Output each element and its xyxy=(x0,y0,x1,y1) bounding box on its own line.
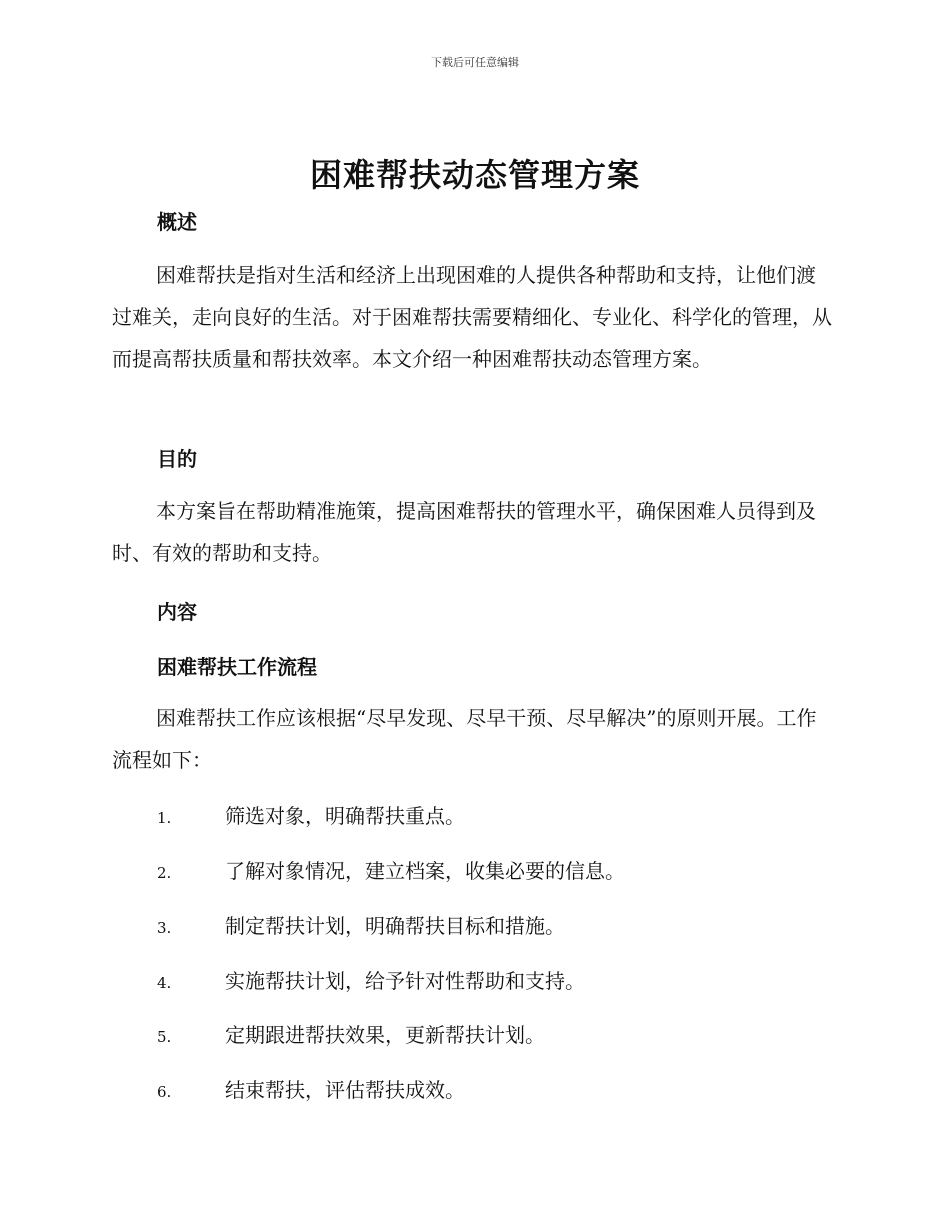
list-item-text: 筛选对象，明确帮扶重点。 xyxy=(225,804,465,828)
paragraph-overview: 困难帮扶是指对生活和经济上出现困难的人提供各种帮助和支持，让他们渡过难关，走向良好的生活。对于困难帮扶需要精细化、专业化、科学化的管理，从而提高帮扶质量和帮扶效率。本文介绍一种困难帮扶动态管理方案。 xyxy=(112,263,832,371)
list-item-text: 制定帮扶计划，明确帮扶目标和措施。 xyxy=(225,914,565,938)
list-item-number: 5. xyxy=(157,1028,172,1046)
list-item-number: 4. xyxy=(157,974,172,992)
list-item-text: 实施帮扶计划，给予针对性帮助和支持。 xyxy=(225,969,585,993)
list-item xyxy=(157,802,465,832)
document-title: 困难帮扶动态管理方案 xyxy=(309,156,640,194)
list-item-text: 定期跟进帮扶效果，更新帮扶计划。 xyxy=(225,1023,545,1047)
list-item-number: 1. xyxy=(157,809,172,827)
list-item xyxy=(157,912,565,942)
list-item xyxy=(157,967,585,997)
list-item xyxy=(157,1021,545,1051)
paragraph-purpose: 本方案旨在帮助精准施策，提高困难帮扶的管理水平，确保困难人员得到及时、有效的帮助和支持。 xyxy=(112,499,816,565)
section-heading-purpose: 目的 xyxy=(157,447,197,471)
subheading-workflow: 困难帮扶工作流程 xyxy=(157,655,317,679)
section-heading-overview: 概述 xyxy=(157,210,197,234)
list-item xyxy=(157,857,625,887)
list-item-number: 6. xyxy=(157,1083,172,1101)
list-item-number: 3. xyxy=(157,919,172,937)
list-item xyxy=(157,1076,465,1106)
list-item-text: 了解对象情况，建立档案，收集必要的信息。 xyxy=(225,859,625,883)
page-header: 下载后可任意编辑 xyxy=(431,56,519,69)
section-heading-content: 内容 xyxy=(157,600,197,624)
paragraph-workflow: 困难帮扶工作应该根据“尽早发现、尽早干预、尽早解决”的原则开展。工作流程如下： xyxy=(112,706,817,772)
list-item-number: 2. xyxy=(157,864,172,882)
list-item-text: 结束帮扶，评估帮扶成效。 xyxy=(225,1078,465,1102)
